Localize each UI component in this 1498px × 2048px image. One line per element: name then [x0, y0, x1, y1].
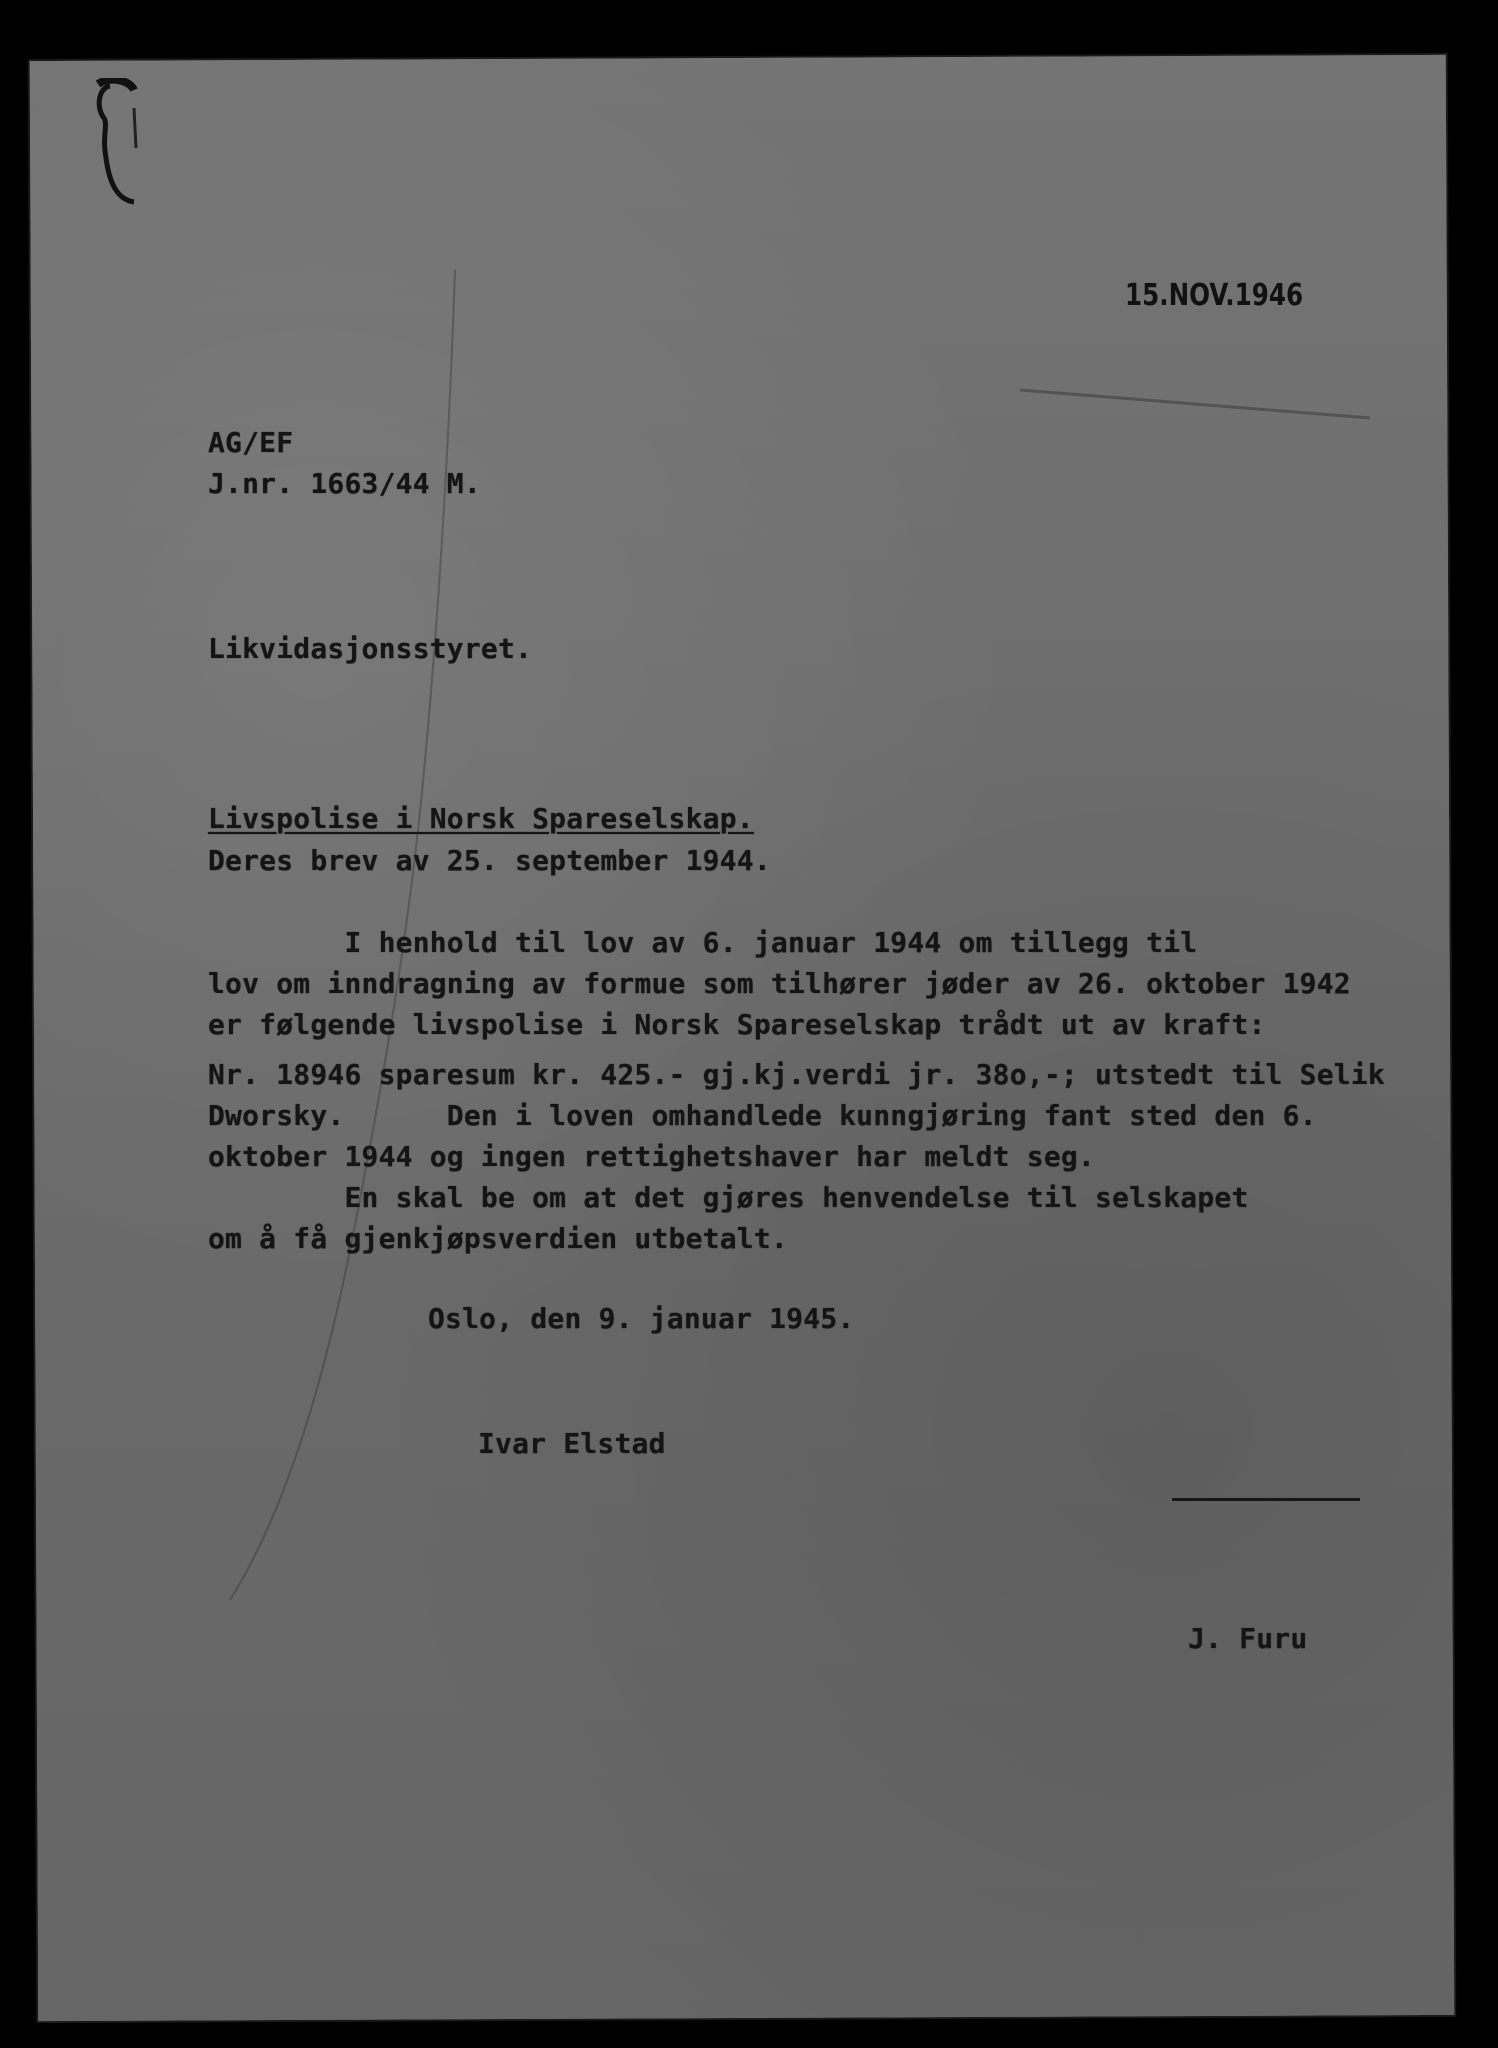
body-line: En skal be om at det gjøres henvendelse til selskapet — [208, 1181, 1249, 1214]
signature-line — [1172, 1498, 1360, 1501]
body-line: om å få gjenkjøpsverdien utbetalt. — [208, 1222, 788, 1255]
body-line: I henhold til lov av 6. januar 1944 om tillegg til — [208, 926, 1198, 959]
body-line: oktober 1944 og ingen rettighetshaver har meldt seg. — [208, 1140, 1095, 1173]
subject-line: Livspolise i Norsk Spareselskap. — [208, 802, 754, 835]
body-line: er følgende livspolise i Norsk Spareselskap trådt ut av kraft: — [208, 1008, 1266, 1041]
place-and-date: Oslo, den 9. januar 1945. — [428, 1302, 855, 1335]
body-line: Nr. 18946 sparesum kr. 425.- gj.kj.verdi jr. 38o,-; utstedt til Selik — [208, 1058, 1385, 1091]
signatory-right: J. Furu — [1188, 1622, 1308, 1655]
body-line: lov om inndragning av formue som tilhører jøder av 26. oktober 1942 — [208, 967, 1351, 1000]
recipient: Likvidasjonsstyret. — [208, 632, 533, 665]
received-date-stamp: 15.NOV.1946 — [1125, 278, 1304, 313]
reference-letter-line: Deres brev av 25. september 1944. — [208, 844, 771, 877]
paper-clip-mark — [90, 78, 150, 208]
body-line: Dworsky. Den i loven omhandlede kunngjøring fant sted den 6. — [208, 1099, 1317, 1132]
signatory-left: Ivar Elstad — [478, 1427, 666, 1460]
reference-initials: AG/EF — [208, 426, 294, 459]
journal-number: J.nr. 1663/44 M. — [208, 467, 481, 500]
